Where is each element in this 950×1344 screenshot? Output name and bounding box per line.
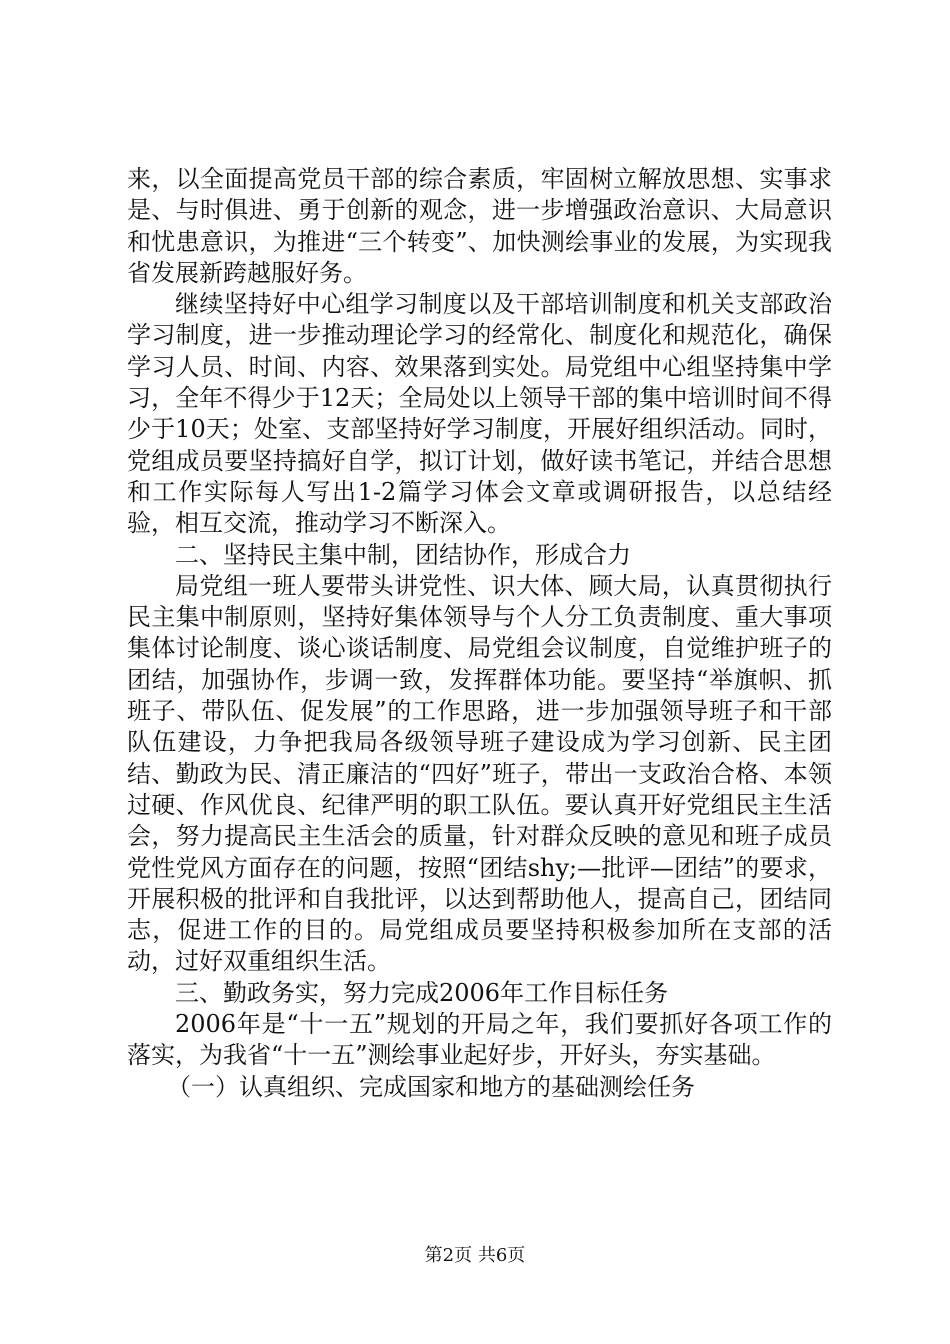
paragraph-continuation: 来，以全面提高党员干部的综合素质，牢固树立解放思想、实事求是、与时俱进、勇于创新的观念，进一步增强政治意识、大局意识和忧患意识，为推进“三个转变”、加快测绘事业的发展，为实现我省发展新跨越服好务。 bbox=[127, 165, 832, 287]
page-number-footer: 第2页 共6页 bbox=[424, 1245, 526, 1266]
paragraph-2006-plan: 2006年是“十一五”规划的开局之年，我们要抓好各项工作的落实，为我省“十一五”测绘事业起好步，开好头，夯实基础。 bbox=[127, 1010, 832, 1070]
paragraph-leadership-team: 局党组一班人要带头讲党性、识大体、顾大局，认真贯彻执行民主集中制原则，坚持好集体领导与个人分工负责制度、重大事项集体讨论制度、谈心谈话制度、局党组会议制度，自觉维护班子的团结，加强协作，步调一致，发挥群体功能。要坚持“举旗帜、抓班子、带队伍、促发展”的工作思路，进一步加强领导班子和干部队伍建设，力争把我局各级领导班子建设成为学习创新、民主团结、勤政为民、清正廉洁的“四好”班子，带出一支政治合格、本领过硬、作风优良、纪律严明的职工队伍。要认真开好党组民主生活会，努力提高民主生活会的质量，针对群众反映的意见和班子成员党性党风方面存在的问题，按照“团结shy;—批评—团结”的要求，开展积极的批评和自我批评，以达到帮助他人，提高自己，团结同志，促进工作的目的。局党组成员要坚持积极参加所在支部的活动，过好双重组织生活。 bbox=[127, 571, 832, 976]
section-heading-democratic-centralism: 二、坚持民主集中制，团结协作，形成合力 bbox=[175, 540, 631, 569]
paragraph-study-system: 继续坚持好中心组学习制度以及干部培训制度和机关支部政治学习制度，进一步推动理论学习的经常化、制度化和规范化，确保学习人员、时间、内容、效果落到实处。局党组中心组坚持集中学习，全年不得少于12天；全局处以上领导干部的集中培训时间不得少于10天；处室、支部坚持好学习制度，开展好组织活动。同时，党组成员要坚持搞好自学，拟订计划，做好读书笔记，并结合思想和工作实际每人写出1-2篇学习体会文章或调研报告，以总结经验，相互交流，推动学习不断深入。 bbox=[127, 290, 832, 538]
document-body bbox=[127, 164, 832, 1103]
section-heading-work-goals: 三、勤政务实，努力完成2006年工作目标任务 bbox=[175, 978, 669, 1007]
subsection-heading-basic-surveying: （一）认真组织、完成国家和地方的基础测绘任务 bbox=[167, 1072, 695, 1101]
